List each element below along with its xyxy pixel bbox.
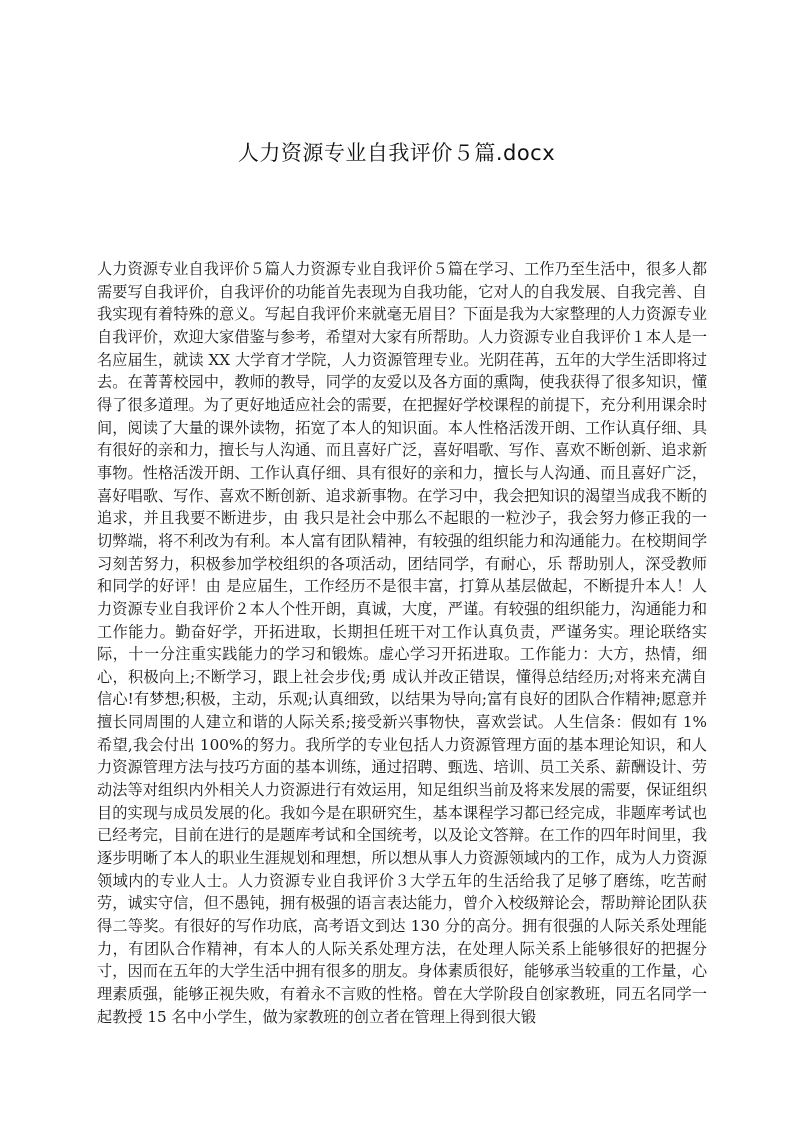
document-title: 人力资源专业自我评价５篇.docx <box>237 141 556 165</box>
document-body-text: 人力资源专业自我评价５篇人力资源专业自我评价５篇在学习、工作乃至生活中，很多人都需要写自我评价，自我评价的功能首先表现为自我功能，它对人的自我发展、自我完善、自我实现有着特殊的意义。写起自我评价来就毫无眉目？下面是我为大家整理的人力资源专业自我评价，欢迎大家借鉴与参考，希望对大家有所帮助。人力资源专业自我评价１本人是一名应届生，就读 XX 大学育才学院，人力资源管理专业。光阴荏苒，五年的大学生活即将过去。在菁菁校园中，教师的教导，同学的友爱以及各方面的熏陶，使我获得了很多知识，懂得了很多道理。为了更好地适应社会的需要，在把握好学校课程的前提下，充分利用课余时间，阅读了大量的课外读物，拓宽了本人的知识面。本人性格活泼开朗、工作认真仔细、具有很好的亲和力，擅长与人沟通、而且喜好广泛，喜好唱歌、写作、喜欢不断创新、追求新事物。性格活泼开朗、工作认真仔细、具有很好的亲和力，擅长与人沟通、而且喜好广泛，喜好唱歌、写作、喜欢不断创新、追求新事物。在学习中，我会把知识的渴望当成我不断的追求，并且我要不断进步，由 我只是社会中那么不起眼的一粒沙子，我会努力修正我的一切弊端，将不利改为有利。本人富有团队精神，有较强的组织能力和沟通能力。在校期间学习刻苦努力，积极参加学校组织的各项活动，团结同学，有耐心，乐 帮助别人，深受教师和同学的好评！由 是应届生，工作经历不是很丰富，打算从基层做起，不断提升本人！人力资源专业自我评价２本人个性开朗，真诚，大度，严谨。有较强的组织能力，沟通能力和工作能力。勤奋好学，开拓进取，长期担任班干对工作认真负责，严谨务实。理论联络实际，十一分注重实践能力的学习和锻炼。虚心学习开拓进取。工作能力：大方，热情，细心，积极向上;不断学习，跟上社会步伐;勇 成认并改正错误，懂得总结经历;对将来充满自信心!有梦想;积极，主动，乐观;认真细致，以结果为导向;富有良好的团队合作精神;愿意并擅长同周围的人建立和谐的人际关系;接受新兴事物快，喜欢尝试。人生信条：假如有 1%希望,我会付出 100%的努力。我所学的专业包括人力资源管理方面的基本理论知识，和人力资源管理方法与技巧方面的基本训练，通过招聘、甄选、培训、员工关系、薪酬设计、劳动法等对组织内外相关人力资源进行有效运用，知足组织当前及将来发展的需要，保证组织目的实现与成员发展的化。我如今是在职研究生，基本课程学习都已经完成，非题库考试也已经考完，目前在进行的是题库考试和全国统考，以及论文答辩。在工作的四年时间里，我逐步明晰了本人的职业生涯规划和理想，所以想从事人力资源领域内的工作，成为人力资源领域内的专业人士。人力资源专业自我评价３大学五年的生活给我了足够了磨练，吃苦耐劳，诚实守信，但不愚钝，拥有极强的语言表达能力，曾介入校级辩论会，帮助辩论团队获得二等奖。有很好的写作功底，高考语文到达 130 分的高分。拥有很强的人际关系处理能力，有团队合作精神，有本人的人际关系处理方法，在处理人际关系上能够很好的把握分寸，因而在五年的大学生活中拥有很多的朋友。身体素质很好，能够承当较重的工作量，心理素质强，能够正视失败，有着永不言败的性格。曾在大学阶段自创家教班，同五名同学一起教授 15 名中小学生，做为家教班的创立者在管理上得到很大锻 <box>97 260 707 1026</box>
